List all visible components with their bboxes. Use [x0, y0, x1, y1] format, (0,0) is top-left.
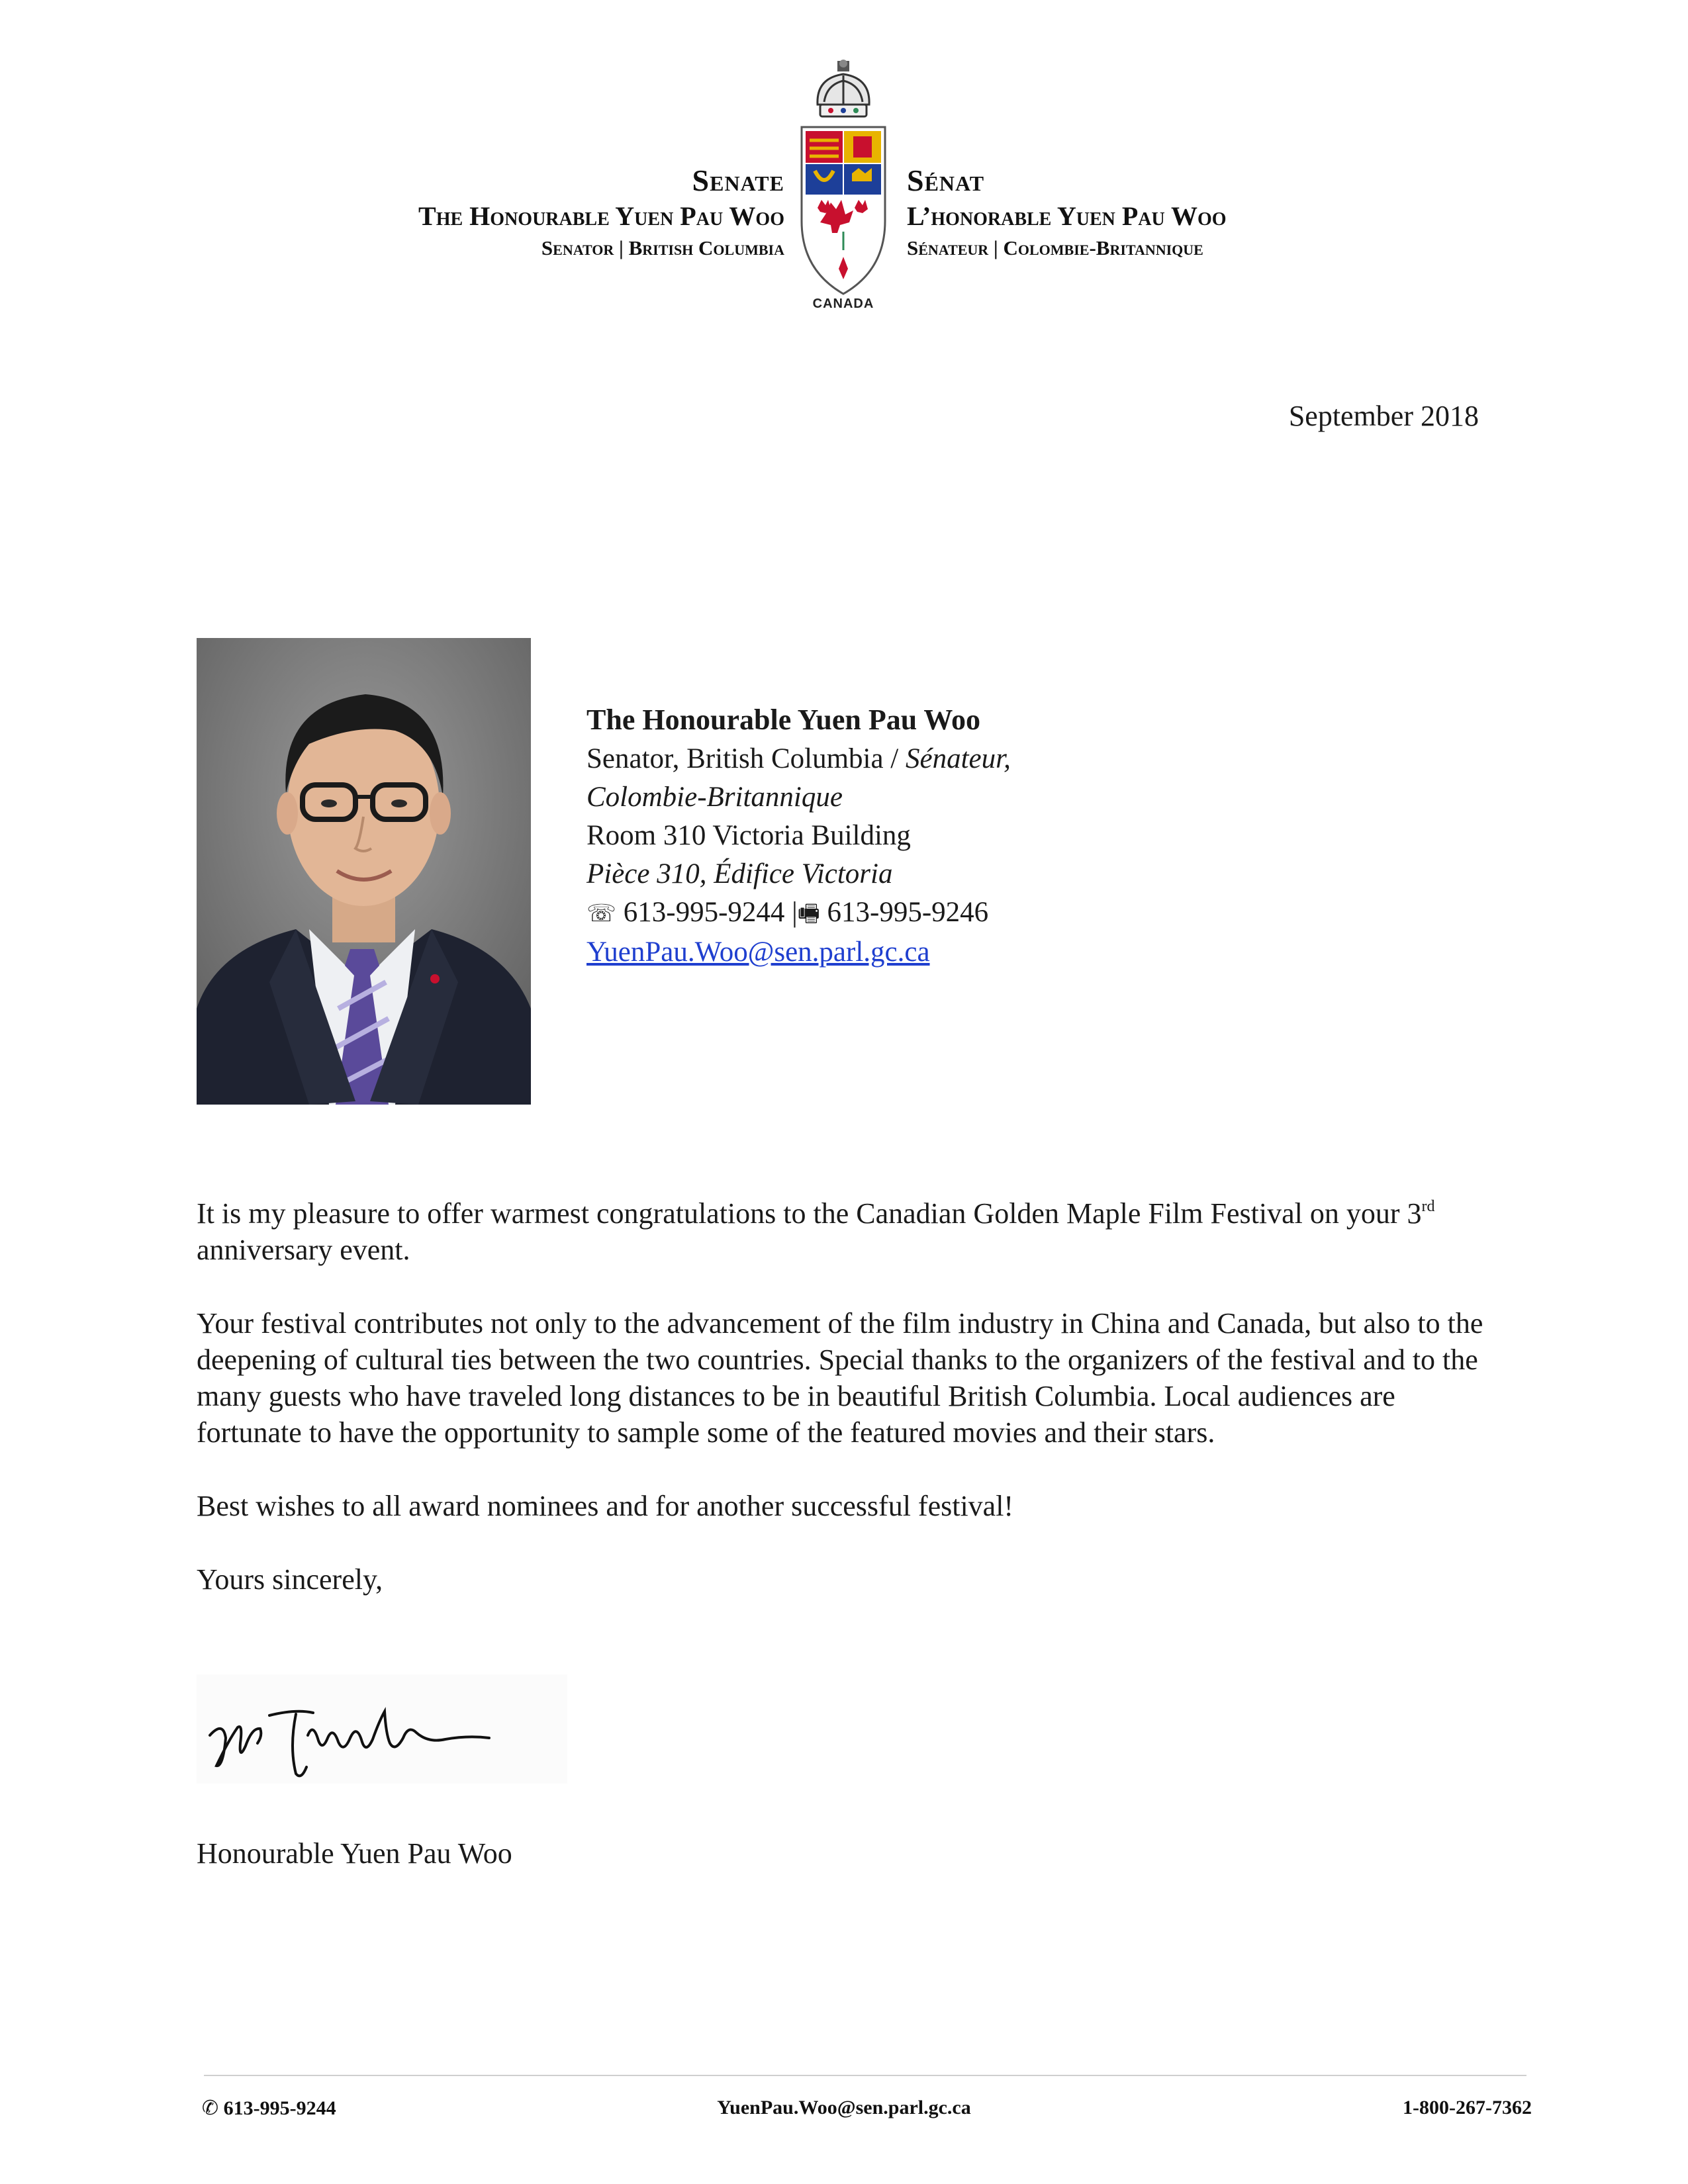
letterhead-institution-fr: Sénat [907, 163, 985, 197]
contact-separator: | [784, 897, 798, 928]
paragraph-1-text-end: anniversary event. [197, 1234, 410, 1266]
contact-room-fr: Pièce 310, Édifice Victoria [586, 858, 893, 889]
crest-caption: CANADA [812, 296, 874, 311]
contact-fax: 613-995-9246 [827, 897, 989, 928]
letterhead-title-en: Senator | British Columbia [541, 236, 784, 259]
footer-email[interactable]: YuenPau.Woo@sen.parl.gc.ca [717, 2097, 971, 2118]
contact-name: The Honourable Yuen Pau Woo [586, 704, 980, 736]
paragraph-1-text: It is my pleasure to offer warmest congratulations to the Canadian Golden Maple Film Festival on your 3 [197, 1197, 1422, 1230]
paragraph-2: Your festival contributes not only to the advancement of the film industry in China and Canada, but also to the deepening of cultural ties between the two countries. Special thanks to the organizers of the festival and to the many guests who have traveled long distances to be in beautiful British Columbia. Local audiences are fortunate to have the opportunity to sample some of the featured movies and their stars. [197, 1307, 1483, 1449]
paragraph-1 [197, 1195, 1494, 1268]
closing: Yours sincerely, [197, 1563, 383, 1596]
handwritten-signature [197, 1674, 567, 1784]
paragraph-3: Best wishes to all award nominees and for another successful festival! [197, 1490, 1014, 1522]
footer-toll-free: 1-800-267-7362 [1403, 2097, 1532, 2118]
contact-email-link[interactable]: YuenPau.Woo@sen.parl.gc.ca [586, 936, 930, 968]
letterhead-name-en: The Honourable Yuen Pau Woo [418, 201, 784, 231]
letterhead-title-fr: Sénateur | Colombie-Britannique [907, 236, 1203, 259]
contact-room-en: Room 310 Victoria Building [586, 820, 911, 851]
contact-phone: 613-995-9244 [623, 897, 785, 928]
portrait-photo [197, 638, 531, 1105]
footer-divider [204, 2075, 1526, 2076]
signatory-name: Honourable Yuen Pau Woo [197, 1837, 512, 1870]
contact-title-en: Senator, British Columbia / [586, 743, 906, 774]
contact-title-fr: Sénateur, [906, 743, 1011, 774]
letterhead-institution-en: Senate [692, 163, 784, 197]
letterhead-french [907, 161, 1227, 263]
contact-title-fr-province: Colombie-Britannique [586, 782, 843, 813]
contact-title [586, 740, 1169, 778]
letter-body [197, 1195, 1494, 1635]
senate-crest-logo [798, 58, 889, 310]
letterhead-name-fr: L’honorable Yuen Pau Woo [907, 201, 1227, 231]
telephone-icon: ☏ [586, 900, 617, 927]
fax-icon: 🖷 [797, 900, 820, 927]
letterhead-english [418, 161, 784, 263]
footer-phone-number: 613-995-9244 [223, 2097, 336, 2119]
letter-date: September 2018 [1288, 400, 1479, 432]
ordinal-suffix: rd [1421, 1198, 1435, 1215]
phone-icon: ✆ [202, 2097, 219, 2120]
contact-block [586, 700, 1169, 972]
contact-phone-line [586, 893, 1169, 933]
